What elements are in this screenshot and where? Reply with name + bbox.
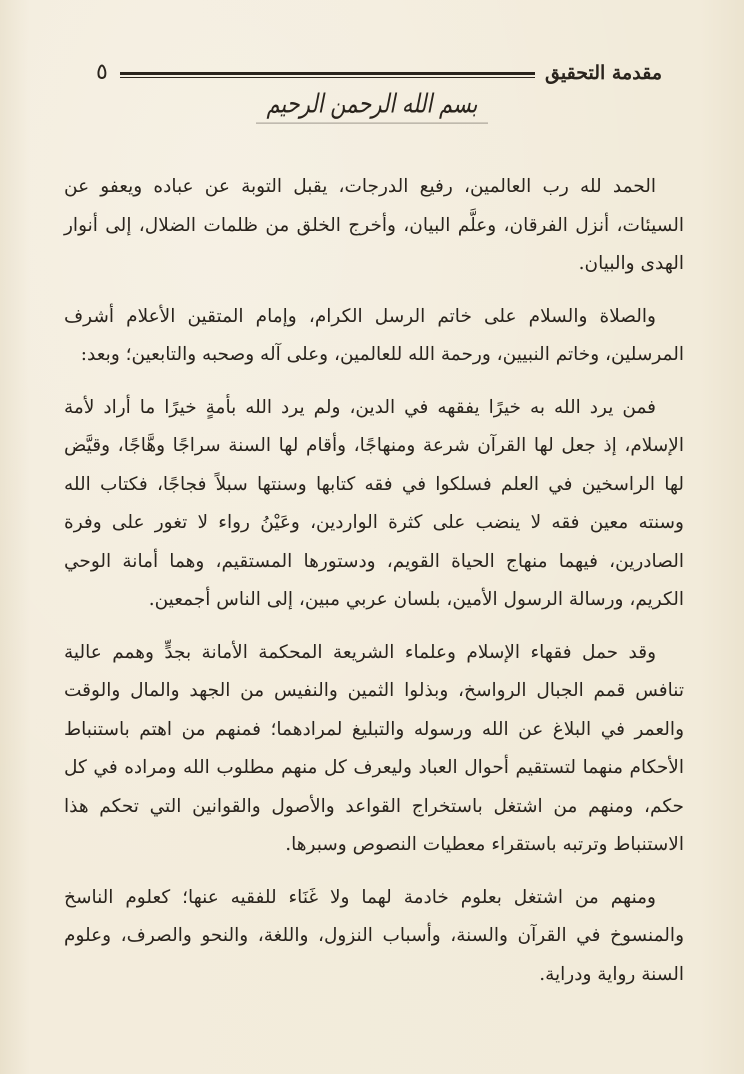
header-rule xyxy=(120,72,535,78)
paragraph: وقد حمل فقهاء الإسلام وعلماء الشريعة المحكمة الأمانة بجدٍّ وهمم عالية تنافس قمم الجبال الرواسخ، وبذلوا الثمين والنفيس من الجهد والمال والوقت والعمر في البلاغ عن الله ورسوله والتبليغ لمرادهما؛ فمنهم من اهتم باستنباط الأحكام منهما لتستقيم أحوال العباد وليعرف كل منهم مطلوب الله ومراده في كل حكم، ومنهم من اشتغل باستخراج القواعد والأصول والقوانين التي تحكم هذا الاستنباط وترتبه باستقراء معطيات النصوص وسبرها. xyxy=(64,641,684,855)
paragraph: فمن يرد الله به خيرًا يفقهه في الدين، ولم يرد الله بأمةٍ خيرًا ما أراد لأمة الإسلام، إذ جعل لها القرآن شرعة ومنهاجًا، وأقام لها السنة سراجًا وهَّاجًا، وقيَّض لها الراسخين في العلم فسلكوا في فقه كتابها وسنتها سبلاً فجاجًا، فكتاب الله وسنته معين فقه لا ينضب على كثرة الواردين، وعَيْنُ رواء لا تغور على وفرة الصادرين، فيهما منهاج الحياة القويم، ودستورها المستقيم، وهما أمانة الوحي الكريم، ورسالة الرسول الأمين، بلسان عربي مبين، إلى الناس أجمعين. xyxy=(64,396,684,610)
page-number: ٥ xyxy=(96,60,108,85)
basmala-text: بسم الله الرحمن الرحيم xyxy=(256,86,487,124)
paragraph: ومنهم من اشتغل بعلوم خادمة لهما ولا غَنَاء للفقيه عنها؛ كعلوم الناسخ والمنسوخ في القرآن والسنة، وأسباب النزول، واللغة، والنحو والصرف، وعلوم السنة رواية ودراية. xyxy=(64,886,684,985)
basmala-ornament xyxy=(0,90,744,120)
paragraph: والصلاة والسلام على خاتم الرسل الكرام، وإمام المتقين الأعلام أشرف المرسلين، وخاتم النبيين، ورحمة الله للعالمين، وعلى آله وصحبه والتابعين؛ وبعد: xyxy=(64,305,684,365)
header-title: مقدمة التحقيق xyxy=(545,62,662,84)
body-text xyxy=(64,168,684,1008)
running-header xyxy=(96,58,662,88)
paragraph: الحمد لله رب العالمين، رفيع الدرجات، يقبل التوبة عن عباده ويعفو عن السيئات، أنزل الفرقان، وعلَّم البيان، وأخرج الخلق من ظلمات الضلال، إلى أنوار الهدى والبيان. xyxy=(64,176,684,274)
